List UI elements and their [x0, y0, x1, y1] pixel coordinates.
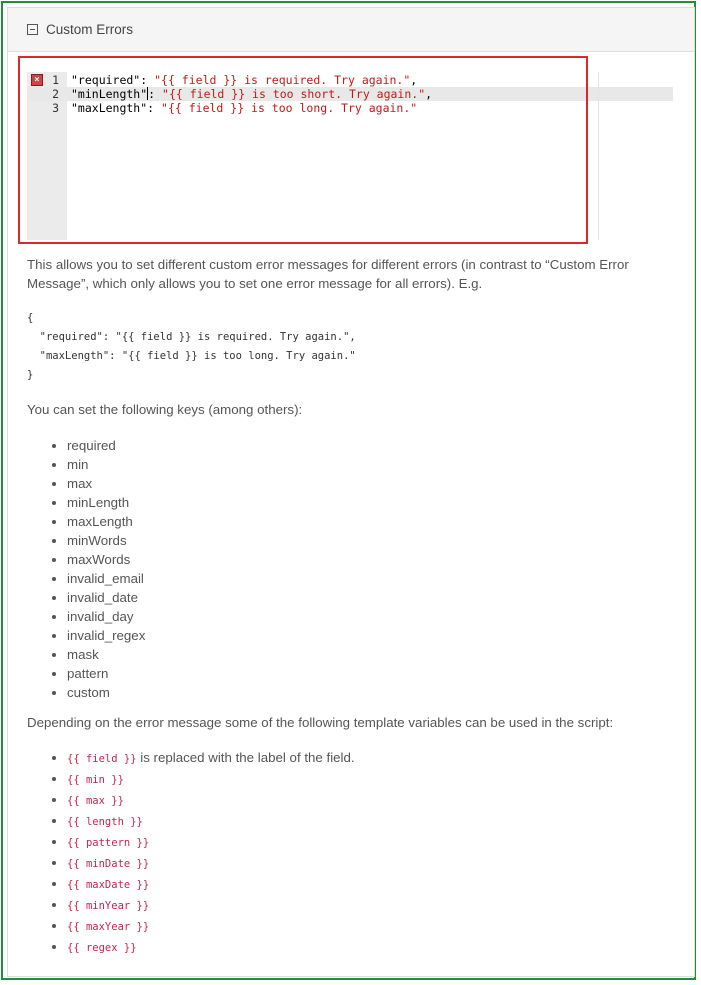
template-variable: {{ field }}	[67, 753, 137, 765]
help-content	[27, 255, 677, 958]
line-text: "required": "{{ field }} is required. Try again.",	[71, 73, 418, 87]
line-number: 3	[52, 101, 59, 115]
error-highlight-box	[18, 56, 588, 244]
example-code: { "required": "{{ field }} is required. Try again.", "maxLength": "{{ field }} is too long. Try again." }	[27, 312, 356, 381]
list-item: • required	[67, 436, 677, 455]
list-item: • invalid_regex	[67, 626, 677, 645]
editor-scroll-edge	[598, 72, 599, 240]
template-variable: {{ maxYear }}	[67, 921, 150, 933]
template-variable: {{ regex }}	[67, 942, 137, 954]
template-variable: {{ min }}	[67, 774, 124, 786]
list-item: • maxLength	[67, 512, 677, 531]
template-variable: {{ minDate }}	[67, 858, 150, 870]
line-number: 2	[52, 87, 59, 101]
list-item	[67, 811, 677, 832]
list-item: • invalid_date	[67, 588, 677, 607]
keys-intro: You can set the following keys (among others):	[27, 402, 303, 417]
line-text: "maxLength": "{{ field }} is too long. Try again."	[71, 101, 418, 115]
list-item: • minLength	[67, 493, 677, 512]
list-item	[67, 916, 677, 937]
list-item: • invalid_day	[67, 607, 677, 626]
list-item	[67, 874, 677, 895]
panel-header[interactable]	[8, 8, 694, 52]
list-item	[67, 937, 677, 958]
list-item: • maxWords	[67, 550, 677, 569]
vars-list	[27, 748, 677, 958]
vars-intro: Depending on the error message some of the following template variables can be used in the script:	[27, 715, 614, 730]
error-icon[interactable]: ×	[31, 74, 43, 86]
template-variable: {{ maxDate }}	[67, 879, 150, 891]
collapse-icon[interactable]	[27, 24, 38, 35]
list-item: • minWords	[67, 531, 677, 550]
list-item: • invalid_email	[67, 569, 677, 588]
list-item	[67, 832, 677, 853]
keys-list	[27, 436, 677, 702]
line-text: "minLength": "{{ field }} is too short. Try again.",	[71, 87, 433, 101]
list-item: • pattern	[67, 664, 677, 683]
help-intro: This allows you to set different custom error messages for different errors (in contrast to “Custom Error Message”, which only allows you to set one error message for all errors). E.g.	[27, 257, 629, 291]
line-number: 1	[52, 73, 59, 87]
list-item	[67, 790, 677, 811]
list-item	[67, 895, 677, 916]
template-variable: {{ minYear }}	[67, 900, 150, 912]
list-item: • custom	[67, 683, 677, 702]
list-item: • mask	[67, 645, 677, 664]
list-item	[67, 853, 677, 874]
template-variable: {{ pattern }}	[67, 837, 150, 849]
panel-title: Custom Errors	[46, 22, 134, 37]
list-item	[67, 769, 677, 790]
list-item: • max	[67, 474, 677, 493]
template-variable: {{ length }}	[67, 816, 143, 828]
list-item: • min	[67, 455, 677, 474]
template-variable: {{ max }}	[67, 795, 124, 807]
list-item: • {{ field }} is replaced with the label of the field.	[67, 748, 677, 769]
